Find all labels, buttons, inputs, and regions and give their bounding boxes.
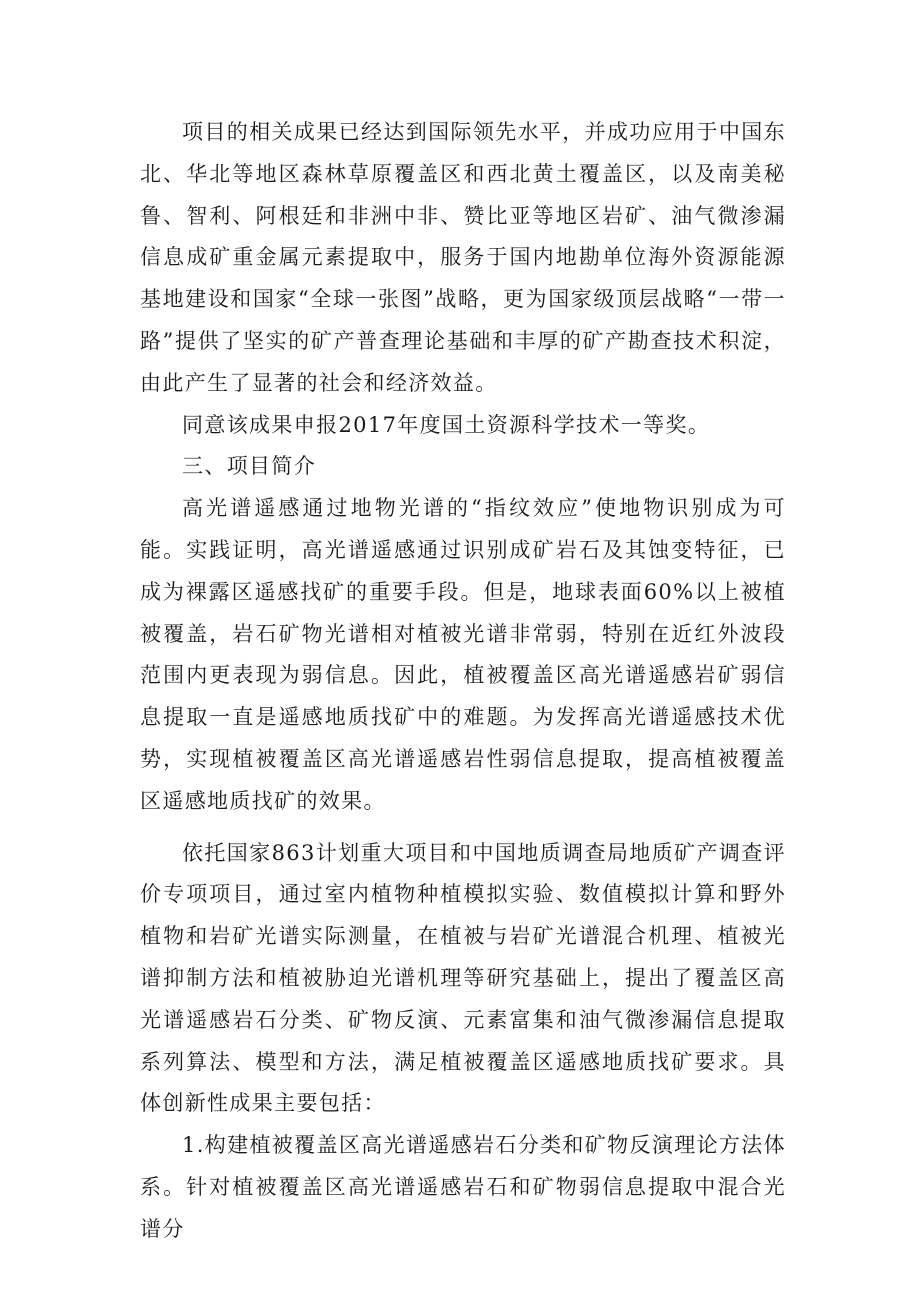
paragraph-hyperspectral-background: 高光谱遥感通过地物光谱的“指纹效应”使地物识别成为可能。实践证明，高光谱遥感通过识别成矿岩石及其蚀变特征，已成为裸露区遥感找矿的重要手段。但是，地球表面60%以上被植被覆盖，岩石矿物光谱相对植被光谱非常弱，特别在近红外波段范围内更表现为弱信息。因此，植被覆盖区高光谱遥感岩矿弱信息提取一直是遥感地质找矿中的难题。为发挥高光谱遥感技术优势，实现植被覆盖区高光谱遥感岩性弱信息提取，提高植被覆盖区遥感地质找矿的效果。 <box>140 496 786 813</box>
paragraph-innovation-1: 1.构建植被覆盖区高光谱遥感岩石分类和矿物反演理论方法体系。针对植被覆盖区高光谱遥感岩石和矿物弱信息提取中混合光谱分 <box>140 1133 786 1241</box>
document-body <box>140 112 786 1251</box>
paragraph-results-application: 项目的相关成果已经达到国际领先水平，并成功应用于中国东北、华北等地区森林草原覆盖区和西北黄土覆盖区，以及南美秘鲁、智利、阿根廷和非洲中非、赞比亚等地区岩矿、油气微渗漏信息成矿重金属元素提取中，服务于国内地勘单位海外资源能源基地建设和国家“全球一张图”战略，更为国家级顶层战略“一带一路”提供了坚实的矿产普查理论基础和丰厚的矿产勘查技术积淀，由此产生了显著的社会和经济效益。 <box>140 120 786 395</box>
section-heading-project-intro: 三、项目简介 <box>182 454 317 479</box>
paragraph-award-approval: 同意该成果申报2017年度国土资源科学技术一等奖。 <box>182 412 711 437</box>
paragraph-project-basis: 依托国家863计划重大项目和中国地质调查局地质矿产调查评价专项项目，通过室内植物种植模拟实验、数值模拟计算和野外植物和岩矿光谱实际测量，在植被与岩矿光谱混合机理、植被光谱抑制方法和植被胁迫光谱机理等研究基础上，提出了覆盖区高光谱遥感岩石分类、矿物反演、元素富集和油气微渗漏信息提取系列算法、模型和方法，满足植被覆盖区遥感地质找矿要求。具体创新性成果主要包括： <box>140 840 786 1116</box>
